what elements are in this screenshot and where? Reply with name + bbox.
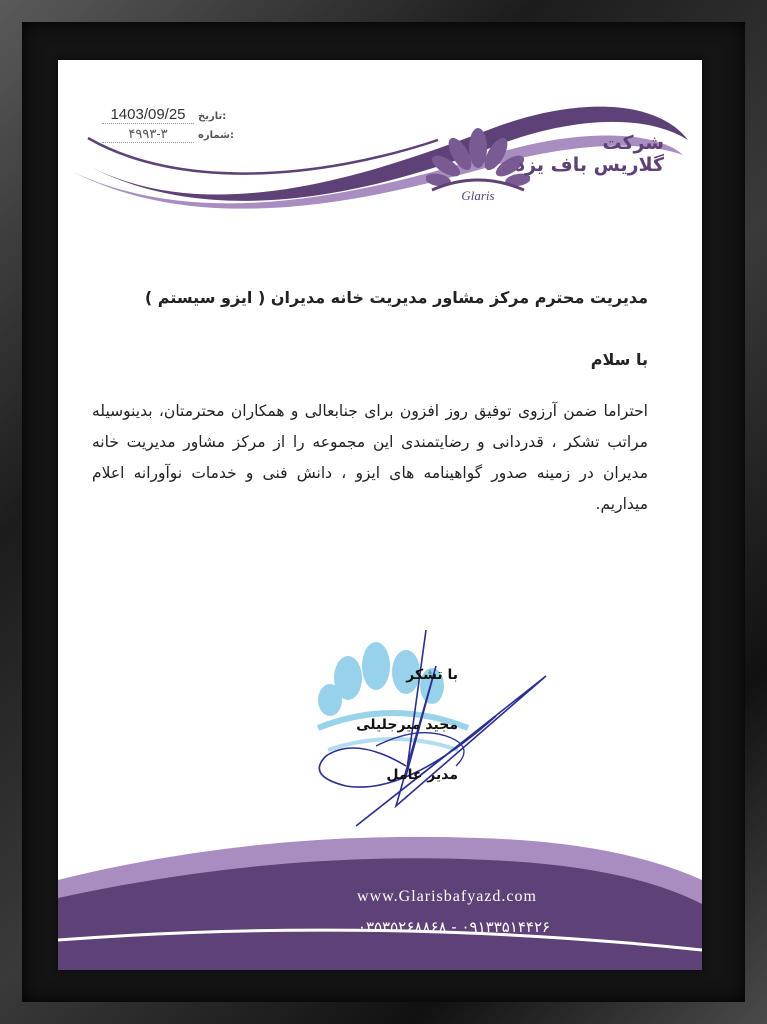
company-name-line1: شرکت [602,132,664,154]
letter-body: احتراما ضمن آرزوی توفیق روز افزون برای جنابعالی و همکاران محترمتان، بدینوسیله مراتب تشکر ، قدردانی و رضایتمندی این مجموعه را از مرکز مشاور مدیریت خانه مدیران در زمینه صدور گواهینامه های ایزو ، دانش فنی و خدمات نوآورانه اعلام میداریم. [92,402,648,513]
addressee: مدیریت محترم مرکز مشاور مدیریت خانه مدیران ( ایزو سیستم ) [144,288,648,307]
date-label: تاریخ: [198,111,227,122]
closing: با تشکر [406,667,458,683]
letter-paper [58,60,702,970]
company-website: www.Glarisbafyazd.com [357,888,537,905]
signature-block [288,660,458,810]
date-value: 1403/09/25 [102,106,194,124]
letter-meta [102,106,252,146]
greeting: با سلام [590,350,648,369]
signer-name: مجید میرجلیلی [356,717,458,733]
company-name-line2: گلاریس باف یزد [515,154,664,176]
signer-title: مدیر عامل [386,767,458,783]
number-value: ۴۹۹۳-۳ [102,126,194,143]
company-name [515,132,664,176]
logo-text: Glaris [461,188,495,203]
company-phones: ۰۹۱۳۳۵۱۴۴۲۶ - ۰۳۵۳۵۲۶۸۸۶۸ [357,918,551,936]
number-label: شماره: [198,130,234,141]
